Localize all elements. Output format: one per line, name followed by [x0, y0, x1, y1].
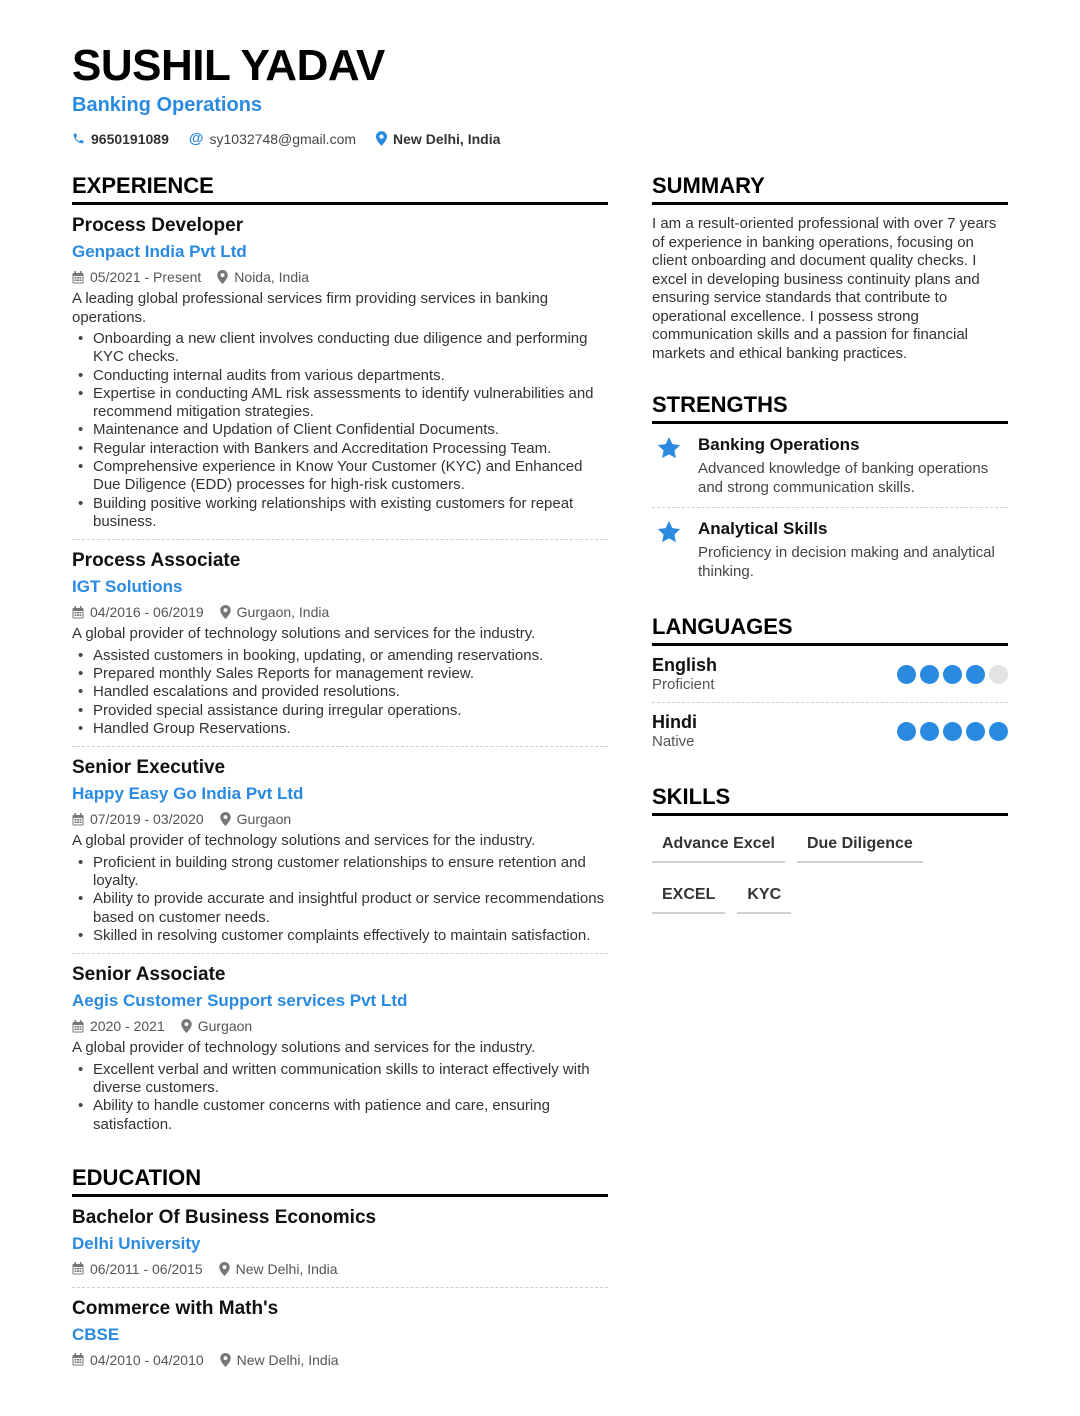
- company-name: Happy Easy Go India Pvt Ltd: [72, 784, 304, 804]
- job-title: Process Associate: [72, 550, 241, 572]
- rating-dot: [897, 665, 916, 684]
- language-item: [652, 646, 1008, 703]
- bullet-item: • Prepared monthly Sales Reports for management review.: [72, 665, 608, 683]
- rating-dot: [966, 722, 985, 741]
- bullet-item: • Onboarding a new client involves conducting due diligence and performing KYC checks.: [72, 330, 608, 367]
- skill-tag: Advance Excel: [652, 830, 785, 863]
- education-dates-text: 04/2010 - 04/2010: [90, 1351, 204, 1368]
- job-location-text: Gurgaon: [197, 1018, 253, 1035]
- bullet-item: • Ability to provide accurate and insightful product or service recommendations based on customer needs.: [72, 890, 608, 927]
- job-bullets: [72, 330, 608, 531]
- job-entry: [72, 747, 608, 954]
- strength-body: [698, 434, 1008, 497]
- bullet-item: • Regular interaction with Bankers and Accreditation Processing Team.: [72, 440, 608, 458]
- candidate-name: SUSHIL YADAV: [72, 41, 385, 90]
- job-dates-text: 04/2016 - 06/2019: [90, 604, 204, 621]
- education-location-text: New Delhi, India: [235, 1260, 338, 1277]
- calendar-icon: [72, 271, 84, 284]
- bullet-item: • Building positive working relationships with existing customers for repeat business.: [72, 495, 608, 532]
- phone-text: 9650191089: [91, 130, 169, 147]
- rating-dot: [943, 665, 962, 684]
- skill-tag: Due Diligence: [797, 830, 923, 863]
- languages-list: [652, 646, 1008, 759]
- degree-title: Bachelor Of Business Economics: [72, 1206, 377, 1228]
- job-meta: [72, 1016, 608, 1036]
- email-text: sy1032748@gmail.com: [209, 130, 357, 147]
- company-name: Genpact India Pvt Ltd: [72, 242, 247, 261]
- location-text: New Delhi, India: [393, 130, 501, 147]
- strength-body: [698, 518, 1008, 581]
- rating-dot: [897, 722, 916, 741]
- job-location: [181, 1016, 252, 1036]
- bullet-item: • Handled escalations and provided resolutions.: [72, 683, 608, 701]
- job-location: [217, 267, 309, 287]
- language-level: Proficient: [652, 676, 715, 693]
- contact-email[interactable]: [189, 130, 356, 147]
- job-title: Senior Associate: [72, 964, 226, 986]
- skills-list: [652, 830, 1008, 932]
- job-description: A leading global professional services firm providing services in banking operations.: [72, 290, 549, 326]
- language-name: English: [652, 655, 718, 675]
- education-dates: [72, 1259, 203, 1279]
- company-name: Aegis Customer Support services Pvt Ltd: [72, 991, 408, 1011]
- summary-text: I am a result-oriented professional with over 7 years of experience in banking operations, focusing on client onboarding and document quality checks. I excel in developing business continuity plans and ensuring service standards that contribute to operational excellence. I possess strong communication skills and a passion for financial markets and ethical banking practices.: [652, 215, 997, 362]
- map-pin-icon: [219, 1262, 230, 1276]
- language-name: Hindi: [652, 712, 697, 732]
- rating-dot: [943, 722, 962, 741]
- strength-title: Analytical Skills: [698, 519, 828, 538]
- rating-dot: [920, 722, 939, 741]
- map-pin-icon: [376, 131, 387, 146]
- job-meta: [72, 267, 608, 287]
- job-entry: [72, 540, 608, 747]
- job-dates: [72, 1016, 165, 1036]
- job-location: [220, 809, 291, 829]
- experience-heading: EXPERIENCE: [72, 172, 608, 205]
- contact-phone[interactable]: [72, 131, 169, 147]
- rating-dot: [989, 665, 1008, 684]
- strength-star: [652, 434, 698, 497]
- at-icon: @: [188, 130, 204, 147]
- summary-heading: SUMMARY: [652, 172, 1008, 205]
- strength-item: [652, 424, 1008, 508]
- job-location-text: Noida, India: [234, 269, 310, 285]
- job-dates-text: 05/2021 - Present: [90, 269, 202, 285]
- skill-tag: EXCEL: [652, 881, 725, 914]
- language-info: [652, 654, 717, 694]
- contact-location: [376, 131, 500, 147]
- job-bullets: [72, 854, 608, 945]
- resume-header: [72, 40, 1012, 147]
- bullet-item: • Ability to handle customer concerns with patience and care, ensuring satisfaction.: [72, 1097, 608, 1134]
- job-bullets: [72, 1061, 608, 1134]
- job-bullets: [72, 647, 608, 738]
- job-title: Senior Executive: [72, 757, 226, 779]
- education-entry: [72, 1288, 608, 1378]
- bullet-item: • Excellent verbal and written communication skills to interact effectively with diverse customers.: [72, 1061, 608, 1098]
- bullet-item: • Conducting internal audits from various departments.: [72, 367, 608, 385]
- company-name: IGT Solutions: [72, 577, 183, 597]
- school-name: Delhi University: [72, 1233, 201, 1253]
- skills-heading: SKILLS: [652, 783, 1008, 816]
- job-location: [220, 602, 330, 622]
- map-pin-icon: [220, 605, 231, 619]
- job-description: A global provider of technology solutions and services for the industry.: [72, 625, 536, 643]
- bullet-item: • Skilled in resolving customer complaints effectively to maintain satisfaction.: [72, 927, 608, 945]
- job-location-text: Gurgaon: [236, 811, 292, 828]
- language-level: Native: [652, 733, 695, 750]
- job-meta: [72, 809, 608, 829]
- language-rating: [893, 665, 1008, 684]
- phone-icon: [72, 132, 85, 145]
- rating-dot: [966, 665, 985, 684]
- education-entry: [72, 1197, 608, 1288]
- strength-title: Banking Operations: [698, 435, 860, 454]
- map-pin-icon: [181, 1019, 192, 1033]
- rating-dot: [989, 722, 1008, 741]
- job-dates-text: 07/2019 - 03/2020: [90, 811, 204, 828]
- language-item: [652, 703, 1008, 759]
- bullet-item: • Comprehensive experience in Know Your Customer (KYC) and Enhanced Due Diligence (EDD) processes for high-risk customers.: [72, 458, 608, 495]
- right-column: [652, 172, 1008, 932]
- bullet-item: • Expertise in conducting AML risk assessments to identify vulnerabilities and recommend mitigation strategies.: [72, 385, 608, 422]
- calendar-icon: [72, 1353, 84, 1366]
- star-icon: [656, 519, 682, 545]
- strength-star: [652, 518, 698, 581]
- left-column: [72, 172, 608, 1378]
- strength-description: Advanced knowledge of banking operations and strong communication skills.: [698, 460, 989, 496]
- job-dates-text: 2020 - 2021: [90, 1018, 165, 1035]
- school-name: CBSE: [72, 1324, 120, 1344]
- education-location: [220, 1350, 339, 1370]
- education-meta: [72, 1259, 608, 1279]
- strength-item: [652, 508, 1008, 591]
- education-dates: [72, 1350, 204, 1370]
- calendar-icon: [72, 606, 84, 619]
- languages-heading: LANGUAGES: [652, 613, 1008, 646]
- calendar-icon: [72, 813, 84, 826]
- candidate-title: Banking Operations: [72, 94, 263, 116]
- contact-bar: [72, 130, 1012, 147]
- map-pin-icon: [217, 270, 228, 284]
- skill-tag: KYC: [737, 881, 791, 914]
- education-location-text: New Delhi, India: [236, 1351, 339, 1368]
- job-description: A global provider of technology solutions and services for the industry.: [72, 1039, 536, 1057]
- education-location: [219, 1259, 338, 1279]
- job-description: A global provider of technology solutions and services for the industry.: [72, 832, 536, 850]
- bullet-item: • Provided special assistance during irregular operations.: [72, 702, 608, 720]
- degree-title: Commerce with Math's: [72, 1297, 279, 1319]
- bullet-item: • Assisted customers in booking, updating, or amending reservations.: [72, 647, 608, 665]
- calendar-icon: [72, 1020, 84, 1033]
- experience-list: [72, 205, 608, 1142]
- language-rating: [893, 722, 1008, 741]
- education-dates-text: 06/2011 - 06/2015: [90, 1260, 203, 1277]
- calendar-icon: [72, 1262, 84, 1275]
- job-location-text: Gurgaon, India: [236, 604, 330, 621]
- job-title: Process Developer: [72, 215, 244, 236]
- rating-dot: [920, 665, 939, 684]
- strength-description: Proficiency in decision making and analytical thinking.: [698, 544, 995, 580]
- map-pin-icon: [220, 812, 231, 826]
- job-entry: [72, 954, 608, 1142]
- job-dates: [72, 267, 201, 287]
- job-meta: [72, 602, 608, 622]
- language-info: [652, 711, 697, 751]
- strengths-list: [652, 424, 1008, 591]
- job-dates: [72, 809, 204, 829]
- bullet-item: • Maintenance and Updation of Client Confidential Documents.: [72, 421, 608, 439]
- job-entry: [72, 205, 608, 540]
- education-heading: EDUCATION: [72, 1164, 608, 1197]
- bullet-item: • Handled Group Reservations.: [72, 720, 608, 738]
- education-list: [72, 1197, 608, 1378]
- star-icon: [656, 435, 682, 461]
- education-meta: [72, 1350, 608, 1370]
- map-pin-icon: [220, 1353, 231, 1367]
- strengths-heading: STRENGTHS: [652, 391, 1008, 424]
- job-dates: [72, 602, 204, 622]
- bullet-item: • Proficient in building strong customer relationships to ensure retention and loyalty.: [72, 854, 608, 891]
